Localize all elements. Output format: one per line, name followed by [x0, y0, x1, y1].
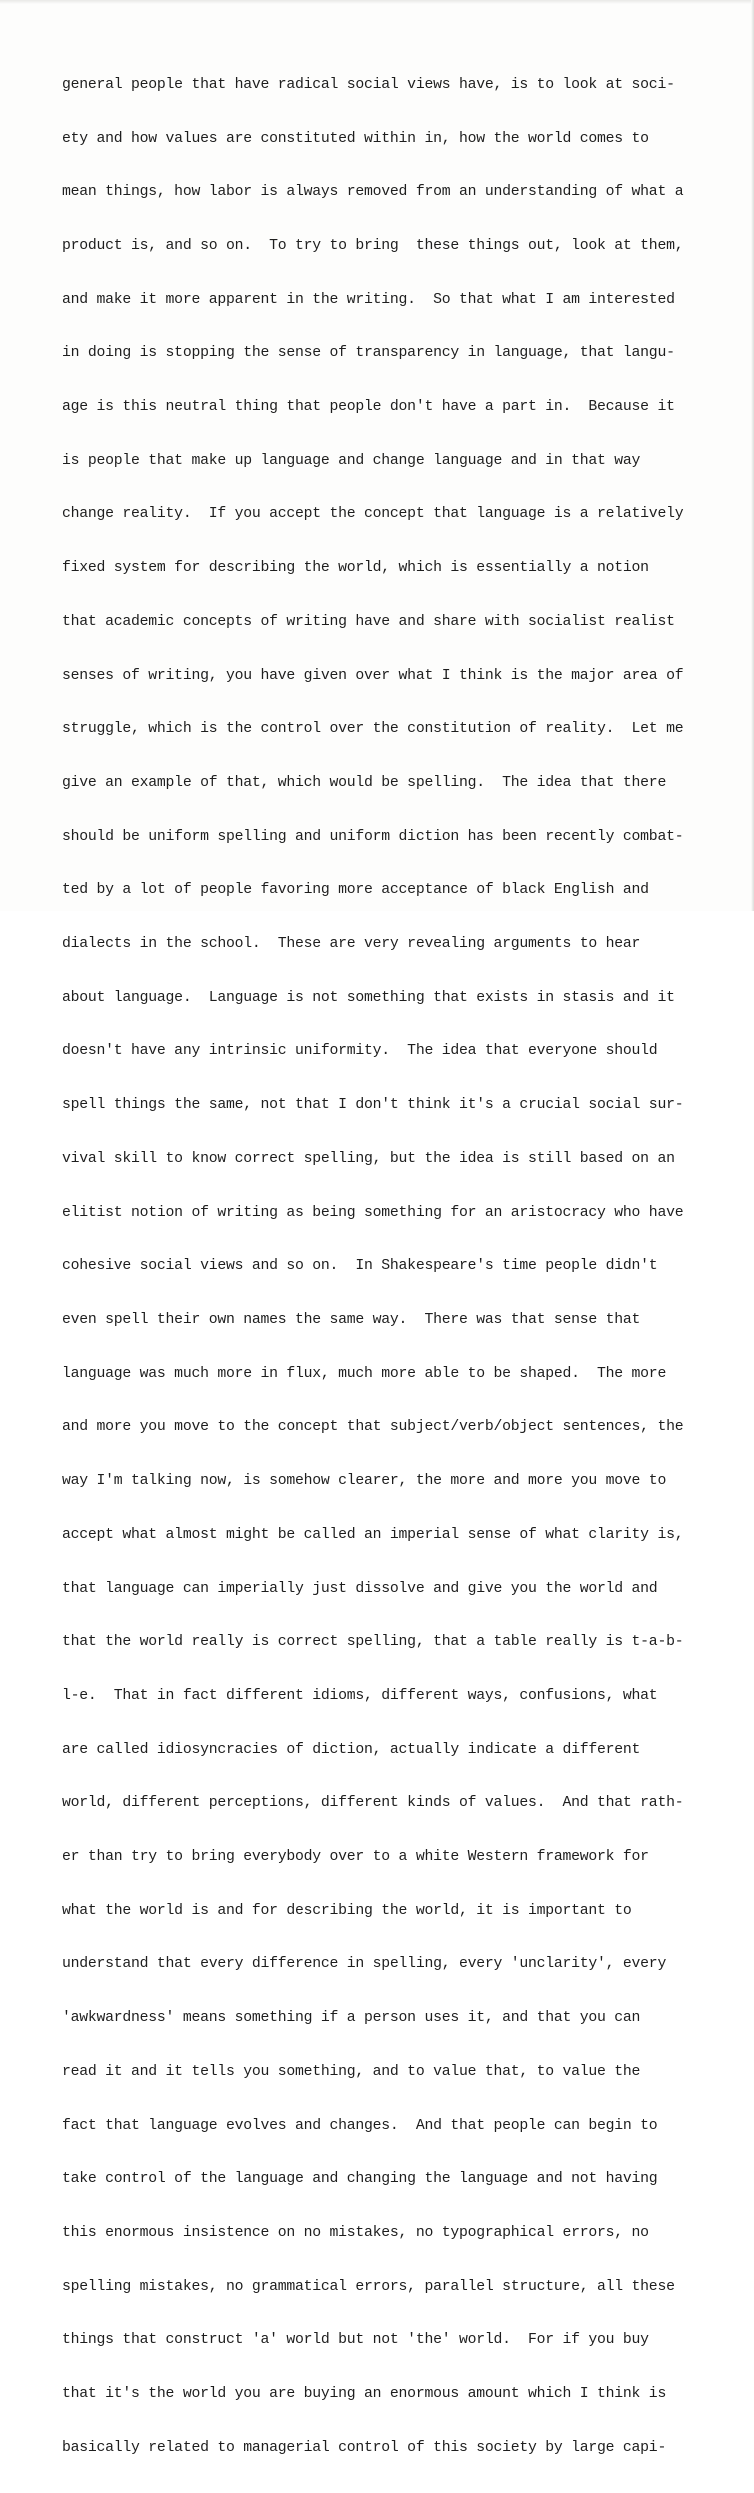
- text-line: l-e. That in fact different idioms, different ways, confusions, what: [62, 1687, 658, 1704]
- text-line: read it and it tells you something, and to value that, to value the: [62, 2063, 641, 2080]
- text-line: senses of writing, you have given over what I think is the major area of: [62, 667, 684, 684]
- text-line: spelling mistakes, no grammatical errors, parallel structure, all these: [62, 2278, 675, 2295]
- text-line: are called idiosyncracies of diction, actually indicate a different: [62, 1741, 641, 1758]
- text-line: that academic concepts of writing have and share with socialist realist: [62, 613, 675, 630]
- text-line: and make it more apparent in the writing. So that what I am interested: [62, 291, 675, 308]
- text-line: fact that language evolves and changes. And that people can begin to: [62, 2117, 658, 2134]
- text-line: and more you move to the concept that subject/verb/object sentences, the: [62, 1419, 684, 1436]
- text-line: this enormous insistence on no mistakes, no typographical errors, no: [62, 2224, 649, 2241]
- text-line: er than try to bring everybody over to a white Western framework for: [62, 1849, 649, 1866]
- text-line: change reality. If you accept the concept that language is a relatively: [62, 506, 684, 523]
- text-line: world, different perceptions, different kinds of values. And that rath-: [62, 1795, 684, 1812]
- text-line: understand that every difference in spelling, every 'unclarity', every: [62, 1956, 667, 1973]
- text-line: struggle, which is the control over the constitution of reality. Let me: [62, 721, 684, 738]
- text-line: things that construct 'a' world but not 'the' world. For if you buy: [62, 2332, 649, 2349]
- text-line: cohesive social views and so on. In Shakespeare's time people didn't: [62, 1258, 658, 1275]
- text-line: 'awkwardness' means something if a person uses it, and that you can: [62, 2010, 641, 2027]
- text-line: ety and how values are constituted within in, how the world comes to: [62, 130, 649, 147]
- text-line: dialects in the school. These are very revealing arguments to hear: [62, 936, 641, 953]
- text-line: mean things, how labor is always removed from an understanding of what a: [62, 184, 684, 201]
- body-text: [62, 41, 722, 2493]
- text-line: ted by a lot of people favoring more acceptance of black English and: [62, 882, 649, 899]
- text-line: should be uniform spelling and uniform diction has been recently combat-: [62, 828, 684, 845]
- text-line: age is this neutral thing that people don't have a part in. Because it: [62, 399, 675, 416]
- text-line: about language. Language is not something that exists in stasis and it: [62, 989, 675, 1006]
- text-line: take control of the language and changing the language and not having: [62, 2171, 658, 2188]
- text-line: doesn't have any intrinsic uniformity. The idea that everyone should: [62, 1043, 658, 1060]
- text-line: what the world is and for describing the world, it is important to: [62, 1902, 632, 1919]
- text-line: in doing is stopping the sense of transparency in language, that langu-: [62, 345, 675, 362]
- scan-top-edge: [0, 0, 754, 4]
- text-line: that it's the world you are buying an enormous amount which I think is: [62, 2386, 667, 2403]
- text-line: elitist notion of writing as being something for an aristocracy who have: [62, 1204, 684, 1221]
- text-line: that the world really is correct spelling, that a table really is t-a-b-: [62, 1634, 684, 1651]
- text-line: give an example of that, which would be spelling. The idea that there: [62, 774, 667, 791]
- text-line: vival skill to know correct spelling, but the idea is still based on an: [62, 1150, 675, 1167]
- text-line: fixed system for describing the world, which is essentially a notion: [62, 560, 649, 577]
- text-line: product is, and so on. To try to bring these things out, look at them,: [62, 237, 684, 254]
- text-line: way I'm talking now, is somehow clearer, the more and more you move to: [62, 1473, 667, 1490]
- text-line: language was much more in flux, much more able to be shaped. The more: [62, 1365, 667, 1382]
- text-line: general people that have radical social views have, is to look at soci-: [62, 76, 675, 93]
- text-line: that language can imperially just dissolve and give you the world and: [62, 1580, 658, 1597]
- text-line: basically related to managerial control of this society by large capi-: [62, 2439, 667, 2456]
- text-line: spell things the same, not that I don't think it's a crucial social sur-: [62, 1097, 684, 1114]
- text-line: accept what almost might be called an imperial sense of what clarity is,: [62, 1526, 684, 1543]
- text-line: is people that make up language and change language and in that way: [62, 452, 641, 469]
- text-line: even spell their own names the same way. There was that sense that: [62, 1311, 641, 1328]
